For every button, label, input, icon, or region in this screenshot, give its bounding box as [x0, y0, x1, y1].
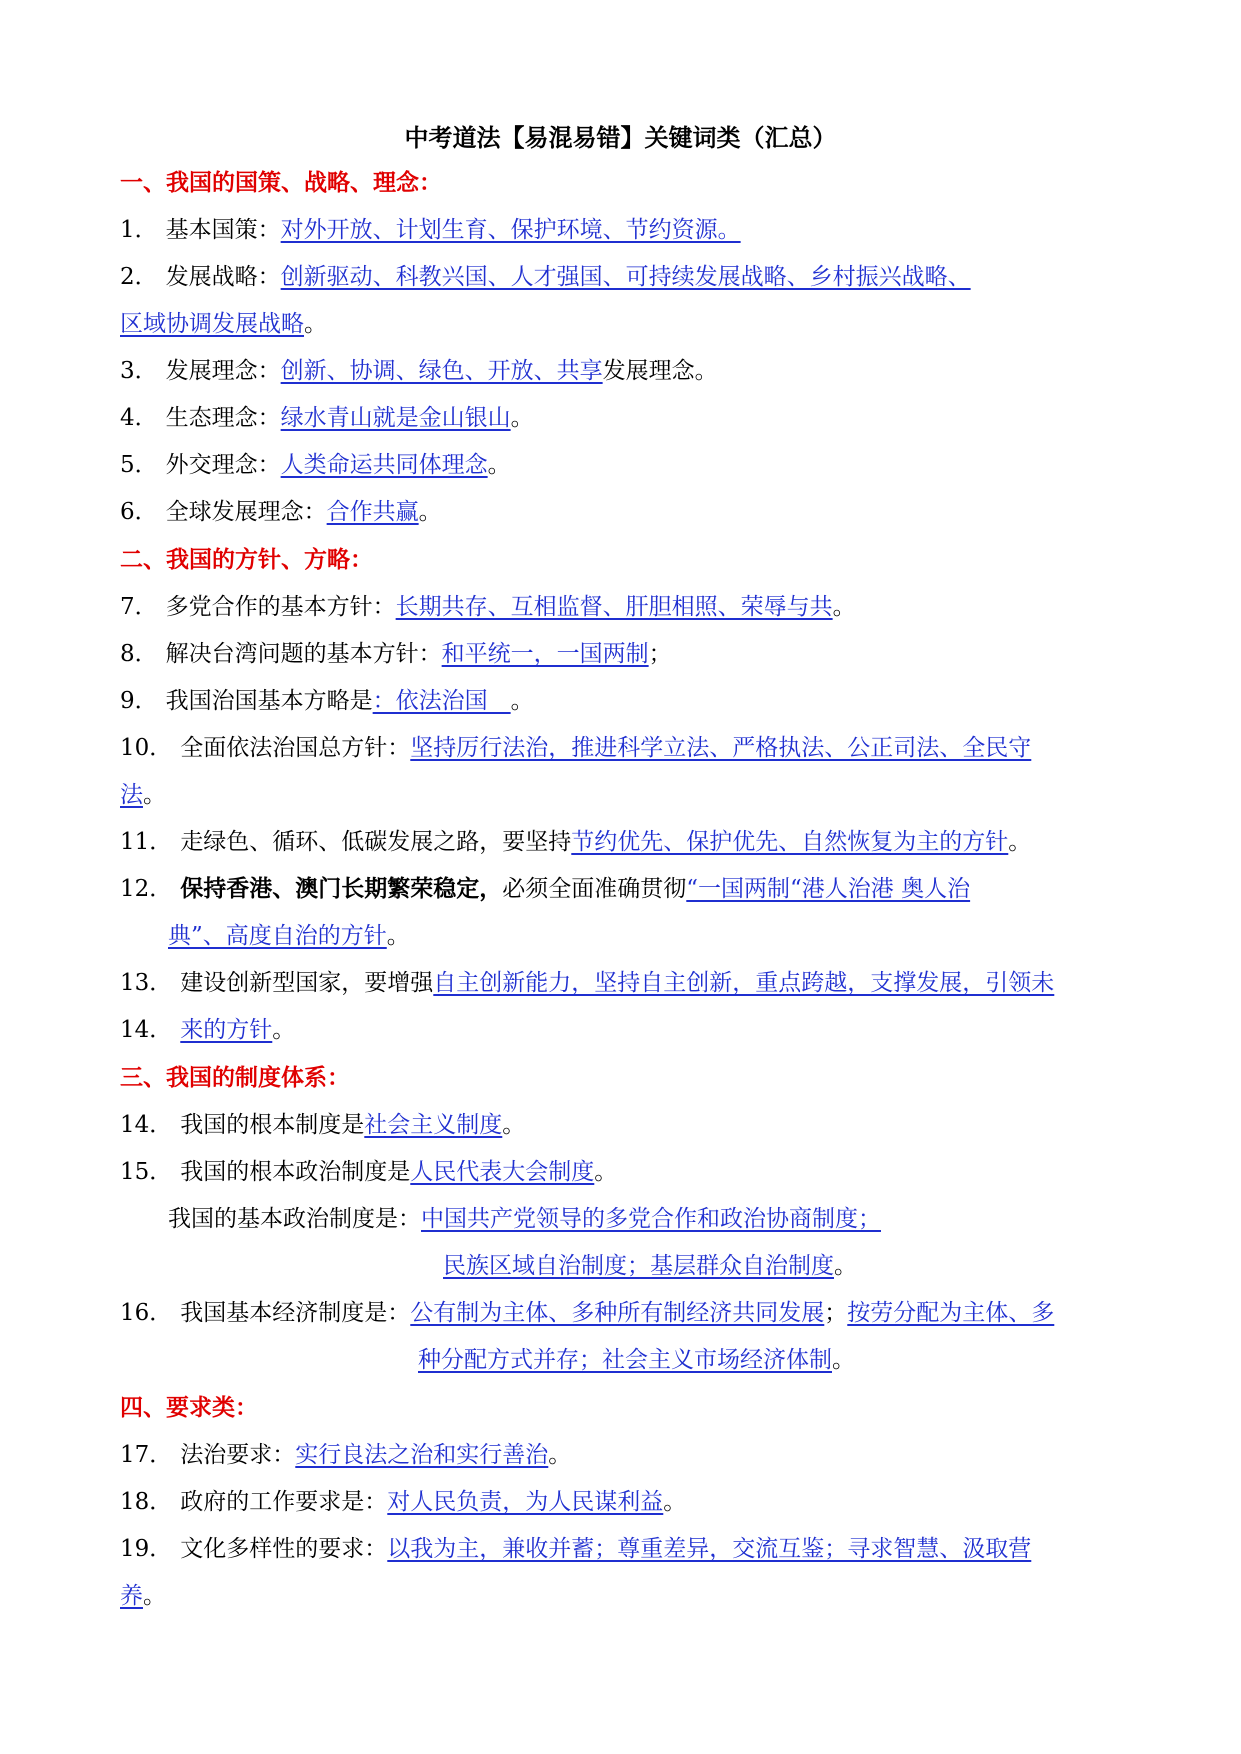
item-pre: 我国的: [168, 1206, 237, 1232]
item-2-continuation: [120, 309, 327, 339]
item-tail: 。: [832, 1347, 855, 1373]
item-answer: 对人民负责，为人民谋利益: [387, 1489, 664, 1515]
item-number: 1．: [120, 217, 158, 243]
item-tail: 。: [834, 1253, 857, 1279]
item-mid: ，要增强: [341, 970, 434, 996]
item-key: 保持香港、澳门长期繁荣稳定，: [180, 876, 503, 902]
item-number: 5．: [120, 452, 158, 478]
item-number: 10．: [120, 735, 173, 761]
item-answer: 实行良法之治和实行善治: [295, 1442, 549, 1468]
item-key: 文化多样性: [180, 1536, 296, 1562]
item-13: [120, 968, 1054, 998]
item-answer: 对外开放、计划生育、保护环境、节约资源。: [280, 217, 741, 243]
item-answer: 以我为主，兼收并蓄；尊重差异，交流互鉴；寻求智慧、汲取营: [387, 1536, 1032, 1562]
item-mid: ：: [272, 1442, 296, 1468]
item-answer: 种分配方式并存；社会主义市场经济体制: [418, 1347, 832, 1373]
item-key: 全球发展理念：: [165, 499, 327, 525]
item-mid: 是：: [364, 1300, 411, 1326]
item-tail: 。: [502, 1112, 526, 1138]
item-key: 解决台湾问题: [165, 641, 304, 667]
item-number: 8．: [120, 641, 158, 667]
item-number: 16．: [120, 1300, 173, 1326]
item-15: [120, 1157, 617, 1187]
item-answer: 公有制为主体、多种所有制经济共同发展: [410, 1300, 825, 1326]
item-tail: ；: [648, 641, 672, 667]
item-3: [120, 356, 718, 386]
item-mid: 的要求：: [295, 1536, 388, 1562]
item-mid: 是: [341, 1112, 365, 1138]
item-tail: 。: [1008, 829, 1032, 855]
item-6: [120, 497, 442, 527]
item-mid: 是: [387, 1159, 411, 1185]
item-answer: 社会主义制度: [364, 1112, 503, 1138]
item-number: 13．: [120, 970, 173, 996]
item-answer: ：依法治国: [372, 688, 511, 714]
item-7: [120, 592, 856, 622]
item-mid: 是: [349, 688, 373, 714]
item-answer: 长期共存、互相监督、肝胆相照、荣辱与共: [395, 594, 833, 620]
item-answer: 合作共赢: [326, 499, 419, 525]
item-14: [120, 1110, 525, 1140]
item-answer: 人民代表大会制度: [410, 1159, 595, 1185]
item-18: [120, 1487, 686, 1517]
section-heading-2: 二、我国的方针、方略：: [120, 547, 373, 573]
item-tail: 。: [832, 594, 856, 620]
item-tail: 。: [304, 311, 327, 337]
item-tail: 。: [418, 499, 442, 525]
item-mid: 的基本方针：: [257, 594, 396, 620]
item-answer: 来的方针: [180, 1017, 273, 1043]
item-mid: 要求是：: [295, 1489, 388, 1515]
item-19-continuation: [120, 1581, 166, 1611]
item-key: 多党合作: [165, 594, 258, 620]
item-key: 建设创新型国家: [180, 970, 342, 996]
item-answer: 创新、协调、绿色、开放、共享: [280, 358, 603, 384]
item-answer: 绿水青山就是金山银山: [280, 405, 511, 431]
item-tail: 。: [487, 452, 511, 478]
item-answer: 节约优先、保护优先、自然恢复为主的方针: [571, 829, 1009, 855]
item-tail: 。: [272, 1017, 296, 1043]
item-number: 2．: [120, 264, 158, 290]
item-1: [120, 215, 741, 245]
item-12: [120, 874, 970, 904]
item-19: [120, 1534, 1031, 1564]
item-number: 12．: [120, 876, 173, 902]
item-number: 4．: [120, 405, 158, 431]
item-key: 法治要求: [180, 1442, 273, 1468]
section-heading-4: 四、要求类：: [120, 1395, 258, 1421]
item-key: 全面依法治国: [180, 735, 319, 761]
item-tail: 。: [143, 1583, 166, 1609]
item-key: 基本政治制度: [237, 1206, 375, 1232]
item-number: 17．: [120, 1442, 173, 1468]
item-tail: 。: [594, 1159, 618, 1185]
document-title: 中考道法【易混易错】关键词类（汇总）: [404, 124, 837, 152]
item-2: [120, 262, 971, 292]
item-pre: 我国: [180, 1300, 227, 1326]
item-key: 外交理念：: [165, 452, 281, 478]
item-tail: 。: [663, 1489, 687, 1515]
item-8: [120, 639, 672, 669]
item-answer: “一国两制“港人治港 奥人治: [686, 876, 971, 902]
item-16-continuation: [418, 1345, 855, 1375]
item-number: 19．: [120, 1536, 173, 1562]
item-separator: ；: [824, 1300, 848, 1326]
item-key: 政府的工作: [180, 1489, 296, 1515]
item-15-basic-political-continuation: [443, 1251, 857, 1281]
item-pre: 我国的: [180, 1112, 250, 1138]
item-mid: 必须全面准确贯彻: [502, 876, 687, 902]
item-number: 6．: [120, 499, 158, 525]
item-15-basic-political: [168, 1204, 881, 1234]
item-9: [120, 686, 534, 716]
item-answer: 按劳分配为主体、多: [847, 1300, 1055, 1326]
item-number: 14．: [120, 1017, 173, 1043]
item-mid: 是：: [375, 1206, 421, 1232]
item-key: 根本政治制度: [249, 1159, 388, 1185]
item-number: 18．: [120, 1489, 173, 1515]
item-17: [120, 1440, 571, 1470]
item-key: 发展战略：: [165, 264, 281, 290]
item-11: [120, 827, 1031, 857]
item-10: [120, 733, 1031, 763]
item-number: 3．: [120, 358, 158, 384]
item-5: [120, 450, 511, 480]
item-answer: 和平统一，一国两制: [441, 641, 649, 667]
item-answer: 典”、高度自治的方针: [168, 923, 387, 949]
item-tail: 。: [510, 405, 534, 431]
item-tail: 发展理念。: [602, 358, 718, 384]
item-mid: 之路，要坚持: [433, 829, 572, 855]
item-number: 7．: [120, 594, 158, 620]
item-number: 9．: [120, 688, 158, 714]
item-answer: 养: [120, 1583, 143, 1609]
section-heading-1: 一、我国的国策、战略、理念：: [120, 170, 442, 196]
item-key: 基本经济制度: [226, 1300, 365, 1326]
item-key: 发展理念：: [165, 358, 281, 384]
item-pre: 我国的: [180, 1159, 250, 1185]
item-pre: 我国: [165, 688, 212, 714]
item-answer: 自主创新能力，坚持自主创新，重点跨越，支撑发展，引领未: [433, 970, 1055, 996]
item-number: 15．: [120, 1159, 173, 1185]
item-number: 11．: [120, 829, 173, 855]
item-12-continuation: [168, 921, 410, 951]
item-mid: 的基本方针：: [303, 641, 442, 667]
item-tail: 。: [510, 688, 534, 714]
item-answer: 中国共产党领导的多党合作和政治协商制度；: [421, 1206, 881, 1232]
item-key: 治国基本方略: [211, 688, 350, 714]
item-answer: 民族区域自治制度；基层群众自治制度: [443, 1253, 834, 1279]
item-key: 生态理念：: [165, 405, 281, 431]
item-answer: 法: [120, 782, 143, 808]
item-4: [120, 403, 534, 433]
item-number: 14．: [120, 1112, 173, 1138]
item-key: 走绿色、循环、低碳发展: [180, 829, 434, 855]
item-key: 基本国策：: [165, 217, 281, 243]
item-16: [120, 1298, 1054, 1328]
item-mid: 总方针：: [318, 735, 411, 761]
item-answer: 区域协调发展战略: [120, 311, 304, 337]
item-answer: 创新驱动、科教兴国、人才强国、可持续发展战略、乡村振兴战略、: [280, 264, 971, 290]
item-tail: 。: [143, 782, 166, 808]
item-key: 根本制度: [249, 1112, 342, 1138]
item-tail: 。: [386, 923, 410, 949]
item-answer: 人类命运共同体理念: [280, 452, 488, 478]
item-tail: 。: [548, 1442, 572, 1468]
item-answer: 坚持厉行法治，推进科学立法、严格执法、公正司法、全民守: [410, 735, 1032, 761]
item-13-continuation: [120, 1015, 295, 1045]
section-heading-3: 三、我国的制度体系：: [120, 1065, 350, 1091]
item-10-continuation: [120, 780, 166, 810]
